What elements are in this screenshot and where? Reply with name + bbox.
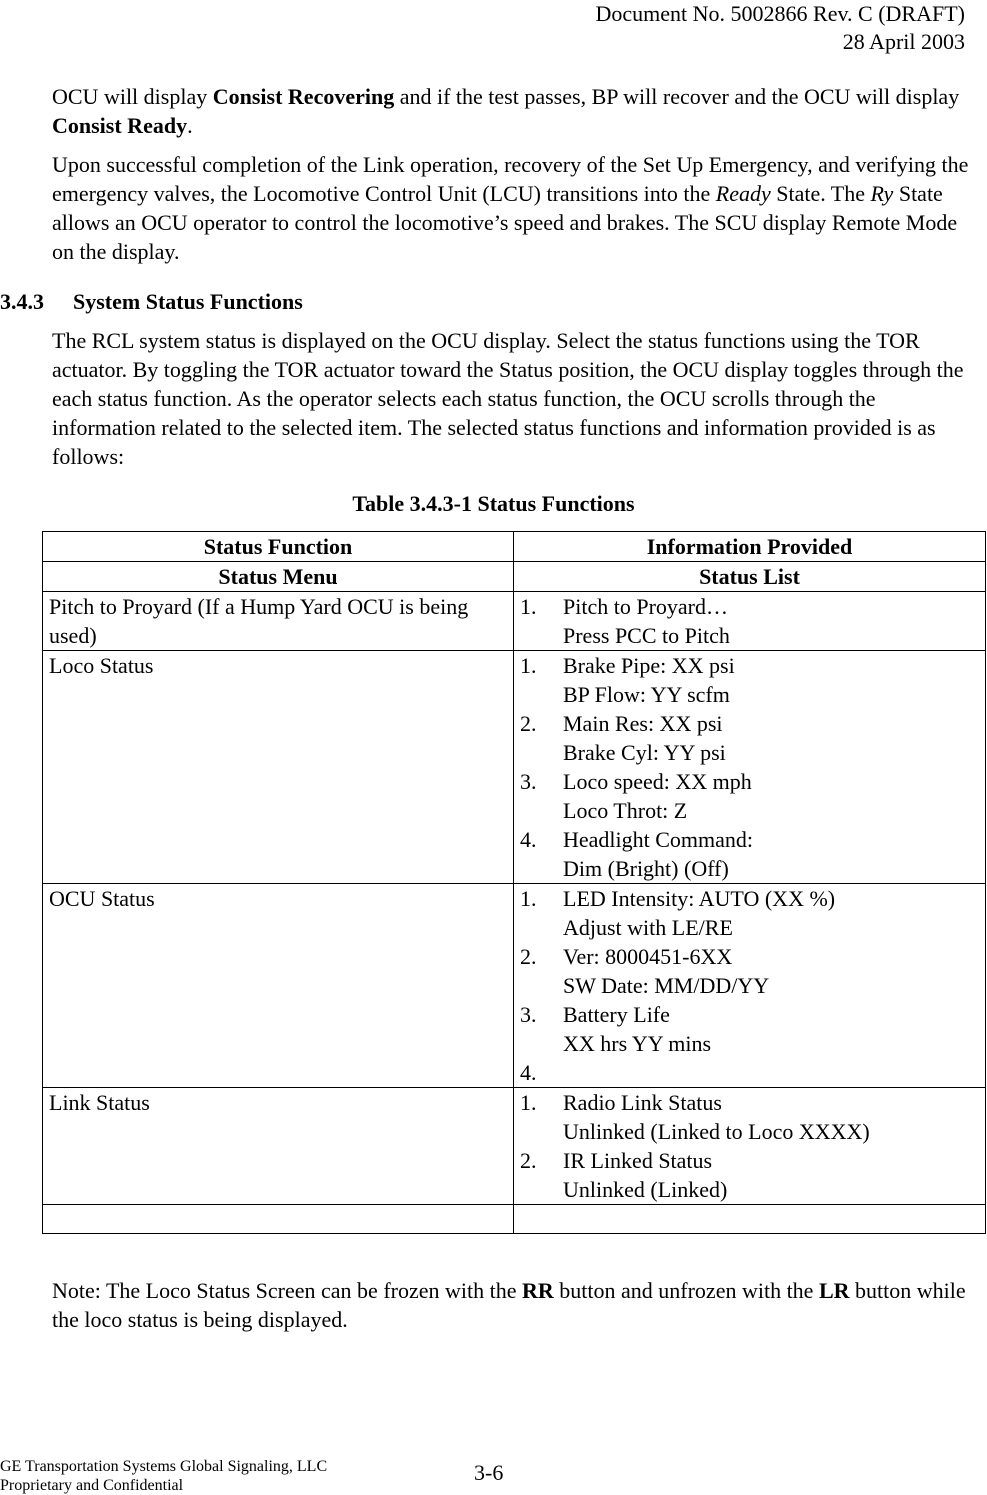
list-item: 3. Battery Life XX hrs YY mins — [520, 1002, 712, 1056]
table-caption: Table 3.4.3-1 Status Functions — [352, 491, 635, 516]
table-row — [43, 1088, 986, 1205]
paragraph-ready-state: Upon successful completion of the Link operation, recovery of the Set Up Emergency, and verifying the emergency valves, the Locomotive Control Unit (LCU) transitions into the Ready State. The Ry State allows an OCU operator to control the locomotive’s speed and brakes. The SCU display Remote Mode on the display. — [52, 152, 969, 264]
list-item: 1. LED Intensity: AUTO (XX %) Adjust with LE/RE — [520, 886, 836, 940]
subheader-status-menu: Status Menu — [43, 562, 514, 592]
list-item: 1. Radio Link Status Unlinked (Linked to Loco XXXX) — [520, 1090, 870, 1144]
footer-confidential: Proprietary and Confidential — [0, 1477, 184, 1494]
section-number: 3.4.3 — [0, 289, 44, 314]
list-item: 1. Pitch to Proyard… Press PCC to Pitch — [520, 594, 730, 648]
list-item: 3. Loco speed: XX mph Loco Throt: Z — [520, 769, 752, 823]
list-item: 1. Brake Pipe: XX psi BP Flow: YY scfm — [520, 653, 735, 707]
paragraph-status-description: The RCL system status is displayed on the OCU display. Select the status functions using the TOR actuator. By toggling the TOR actuator toward the Status position, the OCU display toggles through the each status function. As the operator selects each status function, the OCU scrolls through the information related to the selected item. The selected status functions and information provided is as follows: — [52, 328, 964, 469]
table-subheader-row — [43, 562, 986, 592]
header-information-provided: Information Provided — [514, 532, 986, 562]
table-row-empty — [43, 1205, 986, 1234]
note-paragraph: Note: The Loco Status Screen can be frozen with the RR button and unfrozen with the LR button while the loco status is being displayed. — [52, 1278, 966, 1332]
status-list-cell — [514, 651, 986, 884]
status-list-cell — [514, 884, 986, 1088]
document-number: Document No. 5002866 Rev. C (DRAFT) — [595, 1, 965, 26]
page-number: 3-6 — [474, 1460, 504, 1485]
empty-cell — [43, 1205, 514, 1234]
list-item: 2. IR Linked Status Unlinked (Linked) — [520, 1148, 728, 1202]
page-footer — [0, 1457, 327, 1495]
document-header — [596, 0, 966, 56]
table-header-row — [43, 532, 986, 562]
status-menu-cell: Pitch to Proyard (If a Hump Yard OCU is being used) — [43, 592, 514, 651]
list-item: 2. Ver: 8000451-6XX SW Date: MM/DD/YY — [520, 944, 770, 998]
list-item: 4. Headlight Command: Dim (Bright) (Off) — [520, 827, 754, 881]
header-status-function: Status Function — [43, 532, 514, 562]
status-menu-cell: Link Status — [43, 1088, 514, 1205]
status-list-cell — [514, 592, 986, 651]
status-functions-table — [42, 531, 986, 1234]
footer-company: GE Transportation Systems Global Signaling, LLC — [0, 1458, 328, 1475]
status-menu-cell: OCU Status — [43, 884, 514, 1088]
status-list-cell — [514, 1088, 986, 1205]
subheader-status-list: Status List — [514, 562, 986, 592]
empty-cell — [514, 1205, 986, 1234]
list-item: 4. — [520, 1060, 537, 1085]
section-heading — [0, 287, 303, 316]
section-title: System Status Functions — [73, 289, 303, 314]
table-row — [43, 592, 986, 651]
table-row — [43, 651, 986, 884]
status-menu-cell: Loco Status — [43, 651, 514, 884]
table-row — [43, 884, 986, 1088]
list-item: 2. Main Res: XX psi Brake Cyl: YY psi — [520, 711, 726, 765]
paragraph-consist-recovering: OCU will display Consist Recovering and if the test passes, BP will recover and the OCU will display Consist Ready. — [52, 84, 960, 138]
document-date: 28 April 2003 — [842, 29, 965, 54]
